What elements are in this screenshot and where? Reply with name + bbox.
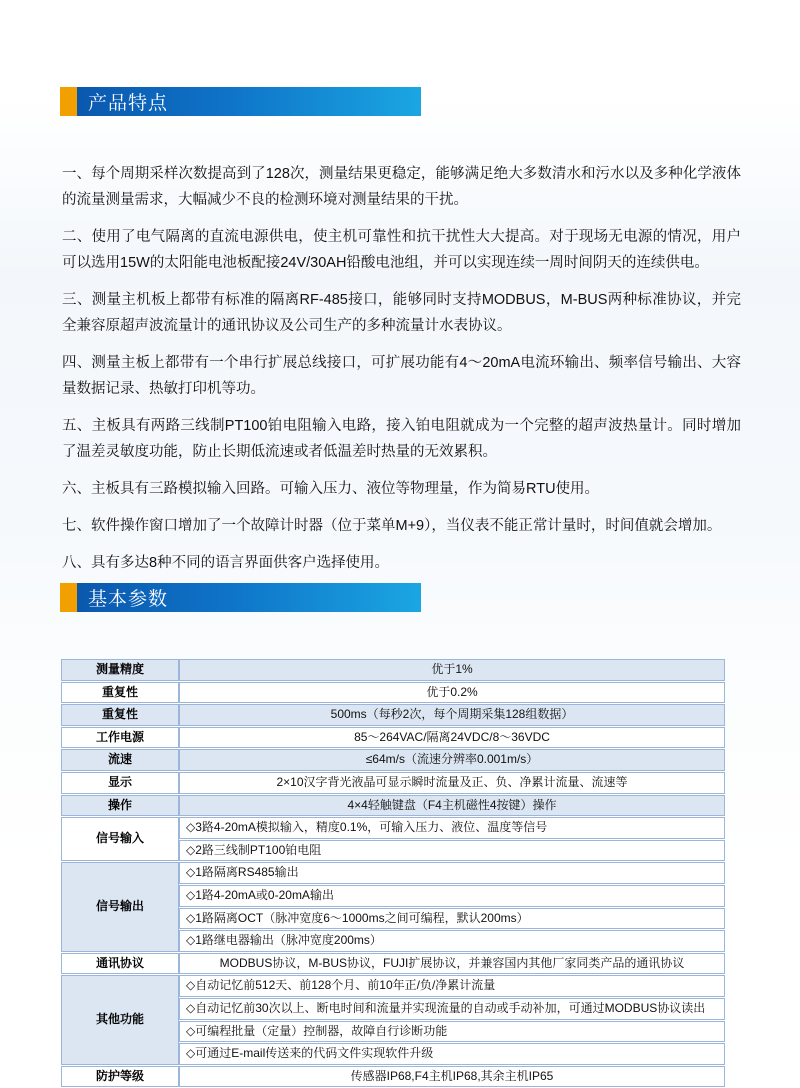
param-label: 通讯协议 — [61, 953, 179, 975]
features-title-bar — [77, 87, 421, 116]
table-row — [61, 682, 725, 704]
param-label: 其他功能 — [61, 975, 179, 1064]
param-value: ◇1路隔离RS485输出 — [179, 862, 725, 884]
table-row — [61, 817, 725, 839]
table-row — [61, 795, 725, 817]
param-value: ◇3路4-20mA模拟输入，精度0.1%，可输入压力、液位、温度等信号 — [179, 817, 725, 839]
param-label: 流速 — [61, 749, 179, 771]
param-label: 显示 — [61, 772, 179, 794]
param-value: ◇可通过E-mail传送来的代码文件实现软件升级 — [179, 1043, 725, 1065]
param-value: 2×10汉字背光液晶可显示瞬时流量及正、负、净累计流量、流速等 — [179, 772, 725, 794]
params-title-bar — [77, 583, 421, 612]
param-label: 信号输出 — [61, 862, 179, 951]
param-label: 工作电源 — [61, 727, 179, 749]
table-row — [61, 704, 725, 726]
features-section-title: 产品特点 — [88, 93, 169, 114]
param-label: 测量精度 — [61, 659, 179, 681]
param-value: 85～264VAC/隔离24VDC/8～36VDC — [179, 727, 725, 749]
table-row — [61, 975, 725, 997]
table-row — [61, 862, 725, 884]
feature-item: 六、主板具有三路模拟输入回路。可输入压力、液位等物理量，作为简易RTU使用。 — [62, 481, 600, 497]
table-row — [61, 749, 725, 771]
param-value: 优于0.2% — [179, 682, 725, 704]
orange-accent-block — [60, 583, 77, 612]
table-row — [61, 659, 725, 681]
feature-item: 一、每个周期采样次数提高到了128次，测量结果更稳定，能够满足绝大多数清水和污水以及多种化学液体的流量测量需求，大幅减少不良的检测环境对测量结果的干扰。 — [62, 166, 741, 208]
param-value: 传感器IP68,F4主机IP68,其余主机IP65 — [179, 1066, 725, 1088]
param-value: ◇1路4-20mA或0-20mA输出 — [179, 885, 725, 907]
param-label: 操作 — [61, 795, 179, 817]
param-label: 防护等级 — [61, 1066, 179, 1088]
param-value: MODBUS协议，M-BUS协议，FUJI扩展协议，并兼容国内其他厂家同类产品的通讯协议 — [179, 953, 725, 975]
param-value: ◇自动记忆前30次以上、断电时间和流量并实现流量的自动或手动补加，可通过MODBUS协议读出 — [179, 998, 725, 1020]
param-value: ◇1路隔离OCT（脉冲宽度6～1000ms之间可编程，默认200ms） — [179, 908, 725, 930]
param-value: ◇1路继电器输出（脉冲宽度200ms） — [179, 930, 725, 952]
param-value: 优于1% — [179, 659, 725, 681]
table-row — [61, 727, 725, 749]
param-value: 500ms（每秒2次，每个周期采集128组数据） — [179, 704, 725, 726]
param-value: ◇自动记忆前512天、前128个月、前10年正/负/净累计流量 — [179, 975, 725, 997]
section-header-params — [60, 583, 421, 612]
param-value: ≤64m/s（流速分辨率0.001m/s） — [179, 749, 725, 771]
table-row — [61, 1066, 725, 1088]
features-list — [62, 161, 741, 587]
feature-item: 五、主板具有两路三线制PT100铂电阻输入电路，接入铂电阻就成为一个完整的超声波热量计。同时增加了温差灵敏度功能，防止长期低流速或者低温差时热量的无效累积。 — [62, 418, 741, 460]
section-header-features — [60, 87, 421, 116]
feature-item: 三、测量主机板上都带有标准的隔离RF-485接口，能够同时支持MODBUS，M-BUS两种标准协议，并完全兼容原超声波流量计的通讯协议及公司生产的多种流量计水表协议。 — [62, 292, 741, 334]
param-value: ◇2路三线制PT100铂电阻 — [179, 840, 725, 862]
param-value: 4×4轻触键盘（F4主机磁性4按键）操作 — [179, 795, 725, 817]
param-label: 重复性 — [61, 704, 179, 726]
orange-accent-block — [60, 87, 77, 116]
params-section-title: 基本参数 — [88, 589, 169, 610]
feature-item: 四、测量主板上都带有一个串行扩展总线接口，可扩展功能有4～20mA电流环输出、频率信号输出、大容量数据记录、热敏打印机等功。 — [62, 355, 741, 397]
feature-item: 八、具有多达8种不同的语言界面供客户选择使用。 — [62, 555, 390, 571]
table-row — [61, 953, 725, 975]
feature-item: 二、使用了电气隔离的直流电源供电，使主机可靠性和抗干扰性大大提高。对于现场无电源的情况，用户可以选用15W的太阳能电池板配接24V/30AH铅酸电池组，并可以实现连续一周时间阴天的连续供电。 — [62, 229, 741, 271]
table-row — [61, 772, 725, 794]
feature-item: 七、软件操作窗口增加了一个故障计时器（位于菜单M+9），当仪表不能正常计量时，时间值就会增加。 — [62, 518, 722, 534]
params-table — [61, 658, 725, 1088]
param-value: ◇可编程批量（定量）控制器，故障自行诊断功能 — [179, 1021, 725, 1043]
param-label: 重复性 — [61, 682, 179, 704]
param-label: 信号输入 — [61, 817, 179, 861]
